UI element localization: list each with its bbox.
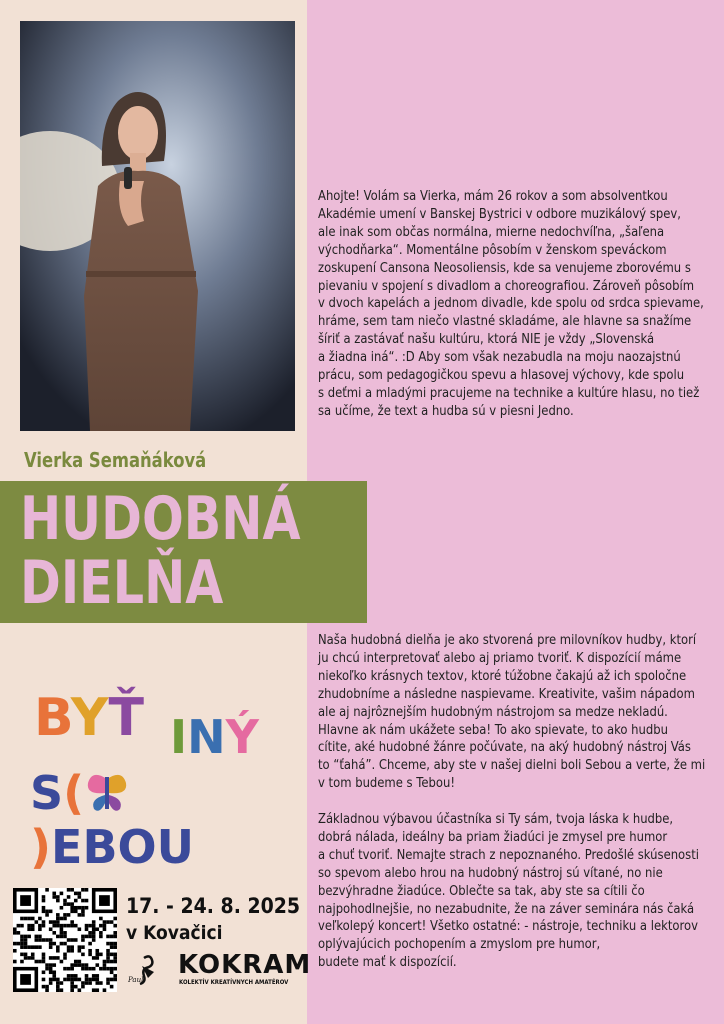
- logo-paren: (: [63, 766, 85, 820]
- text-line: Hlavne ak nám ukážete seba! To ako spievate, to ako hudbu: [318, 722, 668, 738]
- text-line: Akadémie umení v Banskej Bystrici v odbore muzikálový spev,: [318, 206, 681, 222]
- text-line: ale aj najrôznejším hudobným nástrojom sa medze nekladú.: [318, 704, 668, 720]
- logo-letter: EBOU: [51, 820, 194, 874]
- text-line: hráme, sem tam niečo vlastné skladáme, ale hlavne sa snažíme: [318, 314, 692, 330]
- text-line: Ahojte! Volám sa Vierka, mám 26 rokov a som absolventkou: [318, 189, 668, 204]
- logo-word-sebou: [30, 766, 280, 874]
- text-line: v tom budeme s Tebou!: [318, 776, 456, 792]
- text-line: veľkolepý koncert! Všetko ostatné: - nástroje, techniku a lektorov: [318, 919, 698, 935]
- kokram-subtitle: KOLEKTÍV KREATÍVNYCH AMATÉROV: [179, 979, 289, 986]
- logo-letter: S: [30, 766, 64, 820]
- workshop-title-line1: HUDOBNÁ: [20, 484, 301, 554]
- text-line: bezvýhradne žiadúce. Oblečte sa tak, aby ste sa cítili čo: [318, 883, 645, 899]
- signature-logo: [128, 954, 170, 988]
- text-line: prácu, som pedagogičkou spevu a hlasovej výchovy, kde spolu: [318, 368, 685, 384]
- workshop-title-line2: DIELŇA: [20, 548, 224, 618]
- logo-word-byt: [34, 688, 144, 748]
- qr-code[interactable]: [13, 888, 117, 992]
- logo-word-iny: [170, 710, 259, 764]
- text-line: budete mať k dispozícií.: [318, 955, 457, 971]
- kokram-logo: KOKRAM: [178, 950, 312, 980]
- text-line: so spevom alebo hrou na hudobný nástroj sú vítané, no nie: [318, 865, 663, 881]
- text-line: zhudobníme a následne naspievame. Kreativite, vašim nápadom: [318, 686, 695, 702]
- profile-photo: [20, 21, 295, 431]
- logo-letter: B: [34, 688, 71, 748]
- text-line: sa učíme, že text a hudba sú v piesni Jedno.: [318, 403, 574, 419]
- intro-text: [318, 188, 724, 421]
- workshop-title: [20, 484, 315, 618]
- logo-letter: Ť: [108, 688, 144, 748]
- event-dates: 17. - 24. 8. 2025: [126, 894, 301, 918]
- text-line: a žiadna iná“. :D Aby som však nezabudla na moju naozajstnú: [318, 350, 681, 366]
- butterfly-icon: [84, 766, 130, 820]
- logo-paren: ): [30, 820, 52, 874]
- person-name: Vierka Semaňáková: [24, 448, 207, 472]
- logo-letter: Ý: [225, 710, 259, 764]
- text-line: a chuť tvoriť. Nemajte strach z nepoznaného. Predošlé skúsenosti: [318, 847, 699, 863]
- signature-text: Paul: [128, 976, 144, 984]
- logo-letter: Y: [70, 688, 109, 748]
- text-line: cítite, aké hudobné žánre počúvate, na aký hudobný nástroj Vás: [318, 740, 691, 756]
- text-line: to “ťahá”. Chceme, aby ste v našej dielni boli Sebou a verte, že mi: [318, 758, 706, 774]
- text-line: ju chcú interpretovať alebo aj priamo tvoriť. K dispozícií máme: [318, 650, 682, 666]
- text-line: dobrá nálada, ideálny ba priam žiadúci je zmysel pre humor: [318, 829, 668, 845]
- text-line: s deťmi a mladými pracujeme na technike a kultúre hlasu, no tiež: [318, 385, 700, 401]
- text-line: pievaniu v spojení s divadlom a choreografiou. Zároveň pôsobím: [318, 278, 695, 294]
- text-line: najpohodlnejšie, no nezabudnite, že na záver seminára nás čaká: [318, 901, 695, 917]
- text-line: Základnou výbavou účastníka si Ty sám, tvoja láska k hudbe,: [318, 812, 674, 828]
- byt-iny-sebou-logo: [30, 688, 280, 874]
- text-line: v dvoch kapelách a jednom divadle, kde spolu od srdca spievame,: [318, 296, 704, 312]
- text-line: ale inak som občas normálna, mierne nedochvíľna, „šaľena: [318, 224, 665, 240]
- logo-letter: N: [187, 710, 226, 764]
- text-line: oplývajúcich pochopením a zmyslom pre humor,: [318, 937, 601, 953]
- text-line: šíriť a zastávať našu kultúru, ktorá NIE je vždy „Slovenská: [318, 332, 655, 348]
- logo-letter: I: [170, 710, 188, 764]
- text-line: východňarka“. Momentálne pôsobím v ženskom speváckom: [318, 242, 667, 258]
- text-line: zoskupení Cansona Neosoliensis, kde sa venujeme zborovému s: [318, 260, 691, 276]
- event-location: v Kovačici: [126, 922, 223, 944]
- text-line: Naša hudobná dielňa je ako stvorená pre milovníkov hudby, ktorí: [318, 633, 697, 648]
- paragraph-gap: [318, 793, 705, 811]
- workshop-description: [318, 632, 724, 972]
- text-line: niekoľko krásnych textov, ktoré túžobne čakajú až ich spoločne: [318, 668, 687, 684]
